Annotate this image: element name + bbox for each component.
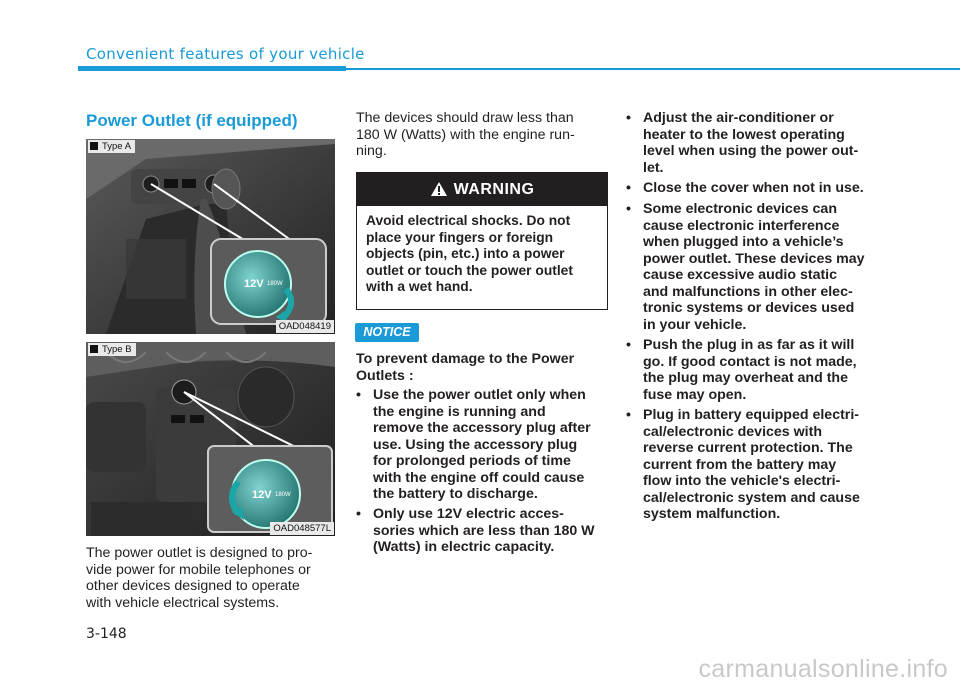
outlet-sublabel-a: 180W (267, 281, 283, 287)
bullet-line: the engine is running and (373, 403, 546, 420)
draw-line: 180 W (Watts) with the engine run- (356, 126, 575, 143)
warning-box (356, 172, 608, 310)
section-title: Power Outlet (if equipped) (86, 111, 298, 130)
bullet-dot: • (626, 407, 631, 423)
warning-line: with a wet hand. (366, 279, 473, 295)
figure-label-b-text: Type B (102, 344, 132, 355)
bullet-dot: • (356, 506, 361, 522)
bullet-line: Use the power outlet only when (373, 387, 586, 403)
figure-label-a (88, 140, 135, 153)
bullet-line: use. Using the accessory plug (373, 436, 578, 453)
bullet-line: and malfunctions in other elec- (643, 283, 853, 300)
console-illustration-b (86, 342, 335, 536)
figure-type-b (86, 342, 335, 536)
bullet-line: heater to the lowest operating (643, 126, 845, 143)
page-number: 3-148 (86, 626, 127, 642)
bullet-line: with the engine off could cause (373, 469, 585, 486)
draw-line: The devices should draw less than (356, 110, 574, 126)
chapter-title: Convenient features of your vehicle (86, 45, 365, 63)
draw-limit-paragraph (356, 110, 606, 160)
warning-line: place your fingers or foreign (366, 229, 554, 245)
notice-intro-line: Outlets : (356, 367, 414, 384)
notice-intro-line: To prevent damage to the Power (356, 351, 575, 367)
outlet-label-a: 12V (244, 278, 264, 290)
bullet-item (626, 110, 879, 176)
bullet-line: for prolonged periods of time (373, 453, 571, 469)
bullet-line: cal/electronic devices with (643, 423, 822, 440)
bullet-line: Some electronic devices can (643, 201, 837, 217)
intro-line: vide power for mobile telephones or (86, 561, 311, 578)
bullet-line: power outlet. These devices may (643, 250, 865, 267)
bullet-line: flow into the vehicle's electri- (643, 473, 841, 489)
bullet-item (626, 407, 879, 523)
bullet-dot: • (626, 201, 631, 217)
header-rule-thin (346, 68, 960, 70)
console-illustration-a (86, 139, 335, 334)
bullet-line: reverse current protection. The (643, 440, 853, 456)
intro-line: The power outlet is designed to pro- (86, 545, 313, 561)
bullet-line: in your vehicle. (643, 316, 747, 333)
bullet-dot: • (626, 110, 631, 126)
bullet-line: Plug in battery equipped electri- (643, 407, 859, 423)
bullet-line: let. (643, 159, 664, 176)
outlet-label-b: 12V (252, 489, 272, 501)
bullet-line: current from the battery may (643, 456, 837, 473)
bullet-line: Push the plug in as far as it will (643, 337, 855, 353)
bullet-line: system malfunction. (643, 506, 781, 522)
bullet-dot: • (626, 337, 631, 353)
bullet-dot: • (356, 387, 361, 403)
bullet-line: cal/electronic system and cause (643, 489, 860, 506)
figure-label-a-text: Type A (102, 141, 132, 152)
figure-code-a: OAD048419 (276, 320, 334, 333)
bullet-dot: • (626, 180, 631, 196)
bullet-item (626, 337, 879, 403)
figure-type-a (86, 139, 335, 334)
bullet-item (626, 180, 879, 197)
watermark: carmanualsonline.info (698, 655, 948, 683)
warning-triangle-icon (430, 181, 448, 197)
intro-line: other devices designed to operate (86, 578, 300, 594)
bullet-line: level when using the power out- (643, 143, 859, 159)
warning-line: Avoid electrical shocks. Do not (366, 213, 571, 228)
bullet-line: (Watts) in electric capacity. (373, 539, 555, 555)
notice-badge: NOTICE (355, 323, 419, 342)
bullet-line: go. If good contact is not made, (643, 353, 857, 370)
bullet-line: when plugged into a vehicle’s (643, 234, 844, 250)
bullet-line: remove the accessory plug after (373, 420, 591, 436)
warning-heading (357, 173, 607, 206)
outlet-sublabel-b: 180W (275, 492, 291, 498)
bullet-line: fuse may open. (643, 386, 747, 403)
bullet-line: the plug may overheat and the (643, 370, 848, 386)
intro-paragraph (86, 545, 336, 611)
intro-line: with vehicle electrical systems. (86, 594, 280, 611)
bullet-item (626, 201, 879, 333)
bullet-item (356, 506, 606, 556)
bullet-line: the battery to discharge. (373, 486, 538, 502)
warning-heading-text: WARNING (453, 181, 535, 198)
header-rule-thick (78, 66, 346, 71)
bullet-line: Only use 12V electric acces- (373, 506, 564, 522)
notice-intro (356, 351, 606, 384)
bullet-item (356, 387, 606, 503)
bullet-line: sories which are less than 180 W (373, 522, 595, 539)
draw-line: ning. (356, 143, 387, 159)
warning-text (357, 206, 607, 296)
warning-line: outlet or touch the power outlet (366, 262, 573, 278)
bullet-line: cause electronic interference (643, 217, 840, 234)
figure-code-b: OAD048577L (270, 522, 334, 535)
bullet-line: cause excessive audio static (643, 267, 838, 283)
bullet-line: Adjust the air-conditioner or (643, 110, 834, 126)
warning-line: objects (pin, etc.) into a power (366, 246, 565, 262)
bullet-line: Close the cover when not in use. (643, 180, 864, 196)
figure-label-b (88, 343, 136, 356)
bullet-line: tronic systems or devices used (643, 300, 855, 316)
